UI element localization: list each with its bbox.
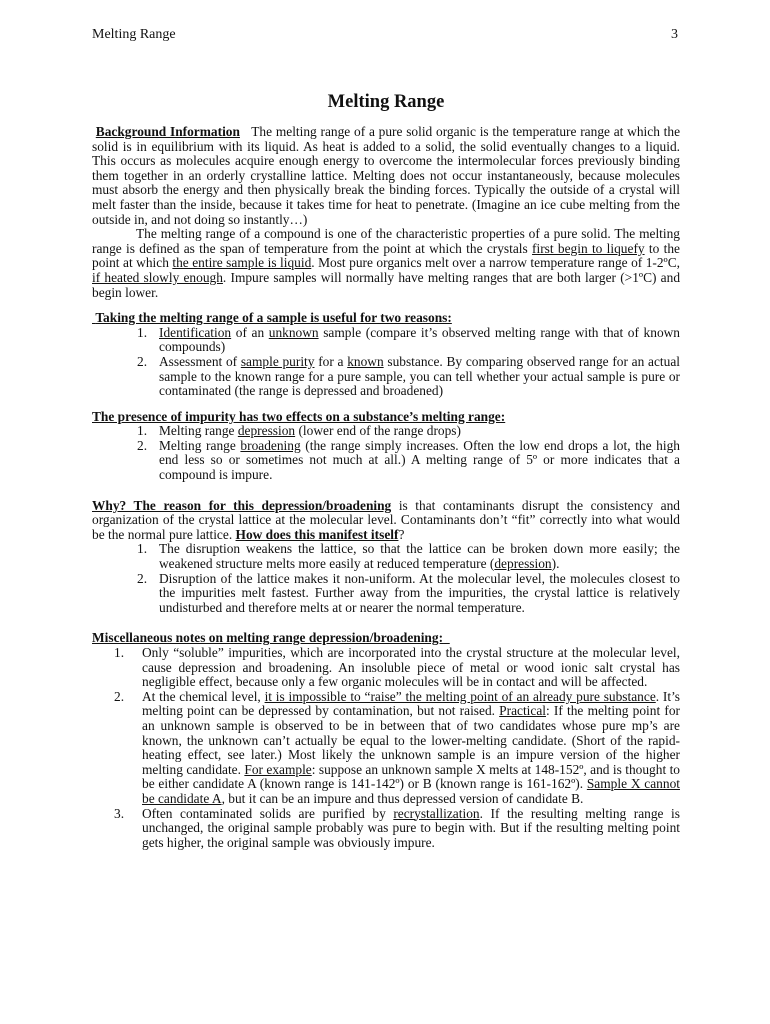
list-text: At the chemical level, xyxy=(142,688,265,704)
misc-heading-text: Miscellaneous notes on melting range depression/broadening: xyxy=(92,630,444,646)
why-text: is that contaminants disrupt the consistency and organization of the crystal lattice at the molecular level. Contaminants don’t “fit” correctly into what would be the normal pure lattice. xyxy=(92,497,680,542)
underlined-term: recrystallization xyxy=(393,805,480,821)
list-text: , but it can be an impure and thus depressed version of candidate B. xyxy=(221,790,584,806)
underlined-term: For example xyxy=(244,761,312,777)
misc-heading xyxy=(92,631,680,646)
underlined-term: depression xyxy=(494,556,552,572)
list-item xyxy=(92,355,680,399)
page-title: Melting Range xyxy=(327,92,445,112)
list-text: (lower end of the range drops) xyxy=(295,423,461,439)
list-text: . It’s melting point can be depressed by contamination, but not raised. xyxy=(142,688,681,719)
list-number: 2. xyxy=(137,353,148,369)
list-number: 2. xyxy=(137,437,148,453)
list-text: : suppose an unknown sample X melts at 148-152º, and is thought to be either candidate A (known range is 141-142º) or B (known range is 161-162º). xyxy=(142,761,680,792)
why-heading: Why? The reason for this depression/broadening xyxy=(92,497,392,513)
definition-text-c: . Most pure organics melt over a narrow temperature range of 1-2ºC, xyxy=(311,255,680,271)
header-title: Melting Range xyxy=(92,27,176,42)
list-item xyxy=(92,646,680,690)
list-number: 3. xyxy=(114,805,125,821)
list-text: Often contaminated solids are purified by xyxy=(142,805,394,821)
list-text: (the range simply increases. Often the low end drops a lot, the high end less so or sometimes not much at all.) A melting range of 5º or more indicates that a compound is impure. xyxy=(159,437,680,483)
underlined-term: broadening xyxy=(240,437,301,453)
running-header xyxy=(92,28,678,44)
underlined-term: depression xyxy=(237,423,296,439)
definition-text-b: to the point at which xyxy=(92,240,680,271)
definition-paragraph xyxy=(92,227,680,300)
list-number: 1. xyxy=(114,645,125,660)
reasons-heading-text: Taking the melting range of a sample is useful for two reasons: xyxy=(95,310,452,326)
definition-underline-entire: the entire sample is liquid xyxy=(172,255,312,271)
reasons-list xyxy=(92,326,680,399)
list-number: 1. xyxy=(137,541,148,557)
list-text: . If the resulting melting range is unchanged, the original sample probably was pure to begin with. But if the resulting melting point gets higher, the original sample was obviously impure. xyxy=(142,805,680,850)
background-heading: Background Information xyxy=(95,124,240,139)
reasons-heading xyxy=(92,311,680,326)
list-item xyxy=(92,807,680,851)
list-number: 2. xyxy=(137,570,148,586)
underlined-term: Practical xyxy=(499,703,547,719)
list-number: 1. xyxy=(137,324,148,340)
list-text: Only “soluble” impurities, which are incorporated into the crystal structure at the molecular level, cause depression and broadening. An insoluble piece of metal or wood ionic salt crystal has negligible effect, because only a few organic molecules will be in contact and will be affected. xyxy=(142,645,680,690)
why-list xyxy=(92,542,680,615)
page-body xyxy=(92,92,680,850)
page-number: 3 xyxy=(671,27,678,42)
misc-list xyxy=(92,646,680,850)
list-text: Assessment of xyxy=(159,353,241,369)
background-paragraph xyxy=(92,125,680,227)
list-item xyxy=(92,542,680,571)
why-paragraph xyxy=(92,499,680,543)
impurity-list xyxy=(92,424,680,482)
list-text: ). xyxy=(551,556,560,572)
underlined-term: Sample X cannot be candidate A xyxy=(142,776,680,806)
underlined-term: sample purity xyxy=(240,353,315,369)
list-text: The disruption weakens the lattice, so that the lattice can be broken down more easily; the weakened structure melts more easily at reduced temperature ( xyxy=(159,541,680,572)
list-text: of an xyxy=(231,324,269,340)
underlined-term: known xyxy=(347,353,384,369)
why-question: How does this manifest itself xyxy=(235,526,399,542)
list-number: 1. xyxy=(137,423,148,439)
list-item xyxy=(92,326,680,355)
background-text: The melting range of a pure solid organic is the temperature range at which the solid is in equilibrium with its liquid. As heat is added to a solid, the solid eventually changes to a liquid. This occurs as molecules acquire enough energy to overcome the intermolecular forces previously binding them together in an orderly crystalline lattice. Melting does not occur instantaneously, because molecules must absorb the energy and then physically break the binding forces. Typically the outside of a crystal will melt faster than the inside, because it takes time for heat to penetrate. (Imagine an ice cube melting from the outside in, and not doing so instantly…) xyxy=(92,124,681,227)
underlined-term: Identification xyxy=(159,324,232,340)
list-item xyxy=(92,572,680,616)
list-text: Melting range xyxy=(159,437,241,453)
definition-text-d: . Impure samples will normally have melting ranges that are both larger (>1ºC) and begin lower. xyxy=(92,269,681,300)
why-text-end: ? xyxy=(398,526,405,542)
list-text: : If the melting point for an unknown sample is observed to be in between that of two candidates whose pure mp’s are known, the unknown can’t actually be equal to the lower-melting candidate. (Short of the rapid-heating effect, see later.) Most likely the unknown sample is an impure version of the higher melting candidate. xyxy=(142,703,680,777)
underlined-term: it is impossible to “raise” the melting point of an already pure substance xyxy=(264,688,656,704)
definition-underline-slowly: if heated slowly enough xyxy=(92,269,223,285)
list-text: for a xyxy=(314,353,348,369)
list-text: substance. By comparing observed range for an actual sample to the known range for a pure sample, you can tell whether your actual sample is pure or contaminated (the range is depressed and broadened) xyxy=(159,353,680,399)
list-number: 2. xyxy=(114,688,125,704)
underlined-term: unknown xyxy=(268,324,319,340)
list-item xyxy=(92,690,680,807)
list-text: Melting range xyxy=(159,423,238,439)
list-item xyxy=(92,439,680,483)
list-text: Disruption of the lattice makes it non-uniform. At the molecular level, the molecules closest to the impurities melt fastest. Further away from the impurities, the crystal lattice is relatively undisturbed and therefore melts at or nearer the normal temperature. xyxy=(159,570,680,615)
list-text: sample (compare it’s observed melting range with that of known compounds) xyxy=(159,324,681,355)
definition-text-a: The melting range of a compound is one of the characteristic properties of a pure solid. The melting range is defined as the span of temperature from the point at which the crystals xyxy=(92,226,680,256)
list-item xyxy=(92,424,680,439)
definition-underline-first: first begin to liquefy xyxy=(532,240,645,256)
impurity-heading: The presence of impurity has two effects on a substance’s melting range: xyxy=(92,408,506,424)
